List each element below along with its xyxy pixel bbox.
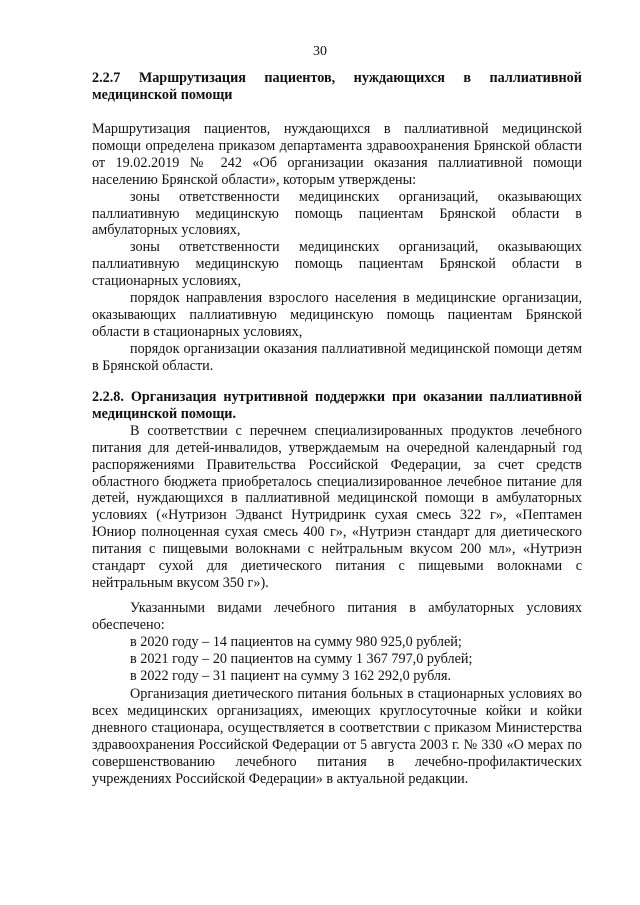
heading-word: пациентов, xyxy=(264,70,336,86)
intro-paragraph: Маршрутизация пациентов, нуждающихся в паллиативной медицинской помощи определена приказом департамента здравоохранения Брянской области от 19.02.2019 № 242 «Об организации оказания паллиативной помощи населению Брянской области», которым утверждены: xyxy=(92,121,582,188)
paragraph-provided: Указанными видами лечебного питания в амбулаторных условиях обеспечено: xyxy=(92,599,582,633)
heading-word: Маршрутизация xyxy=(138,70,246,86)
list-item: порядок организации оказания паллиативной медицинской помощи детям в Брянской области. xyxy=(92,340,582,374)
heading-word: нуждающихся xyxy=(353,70,445,86)
page-number: 30 xyxy=(313,44,327,59)
section-2-2-8-heading: 2.2.8. Организация нутритивной поддержки при оказании паллиативной медицинской помощи. xyxy=(92,389,582,422)
year-list xyxy=(92,634,582,685)
year-item: в 2021 году – 20 пациентов на сумму 1 367 797,0 рублей; xyxy=(130,650,473,667)
section-2-2-8 xyxy=(92,389,582,788)
list-item: зоны ответственности медицинских организаций, оказывающих паллиативную медицинскую помощь пациентам Брянской области в амбулаторных условиях, xyxy=(92,188,582,239)
paragraph-nutrition-products: В соответствии с перечнем специализированных продуктов лечебного питания для детей-инвалидов, утверждаемым на очередной календарный год распоряжениями Правительства Российской Федерации, за счет средств областного бюджета приобреталось специализированное лечебное питание для детей, нуждающихся в паллиативной медицинской помощи в амбулаторных условиях («Нутризон Эдвансt Нутридринк сухая смесь 322 г», «Пептамен Юниор полноценная сухая смесь 400 г», «Нутриэн стандарт для диетического питания с пищевыми волокнами с нейтральным вкусом 200 мл», «Нутриэн стандарт сухой для диетического питания с пищевыми волокнами с нейтральным вкусом 350 г»). xyxy=(92,422,582,591)
list-item: порядок направления взрослого населения в медицинские организации, оказывающих паллиативную медицинскую помощь пациентам Брянской области в стационарных условиях, xyxy=(92,290,582,340)
year-item: в 2022 году – 31 пациент на сумму 3 162 292,0 рубля. xyxy=(130,667,452,684)
heading-word: в xyxy=(463,70,472,86)
heading-line-2: медицинской помощи xyxy=(92,86,233,103)
year-item: в 2020 году – 14 пациентов на сумму 980 925,0 рублей; xyxy=(130,633,462,650)
section-2-2-7-heading xyxy=(92,70,582,104)
approved-items-list xyxy=(92,189,582,375)
heading-word: 2.2.7 xyxy=(92,70,121,86)
paragraph-dietary-nutrition: Организация диетического питания больных в стационарных условиях во всех медицинских организациях, имеющих круглосуточные койки и койки дневного стационара, осуществляется в соответствии с приказом Министерства здравоохранения Российской Федерации от 5 августа 2003 г. № 330 «О мерах по совершенствованию лечебного питания в лечебно-профилактических учреждениях Российской Федерации» в актуальной редакции. xyxy=(92,686,582,787)
section-2-2-7-body xyxy=(92,121,582,375)
list-item: зоны ответственности медицинских организаций, оказывающих паллиативную медицинскую помощь пациентам Брянской области в стационарных условиях, xyxy=(92,239,582,290)
heading-word: паллиативной xyxy=(489,70,582,86)
